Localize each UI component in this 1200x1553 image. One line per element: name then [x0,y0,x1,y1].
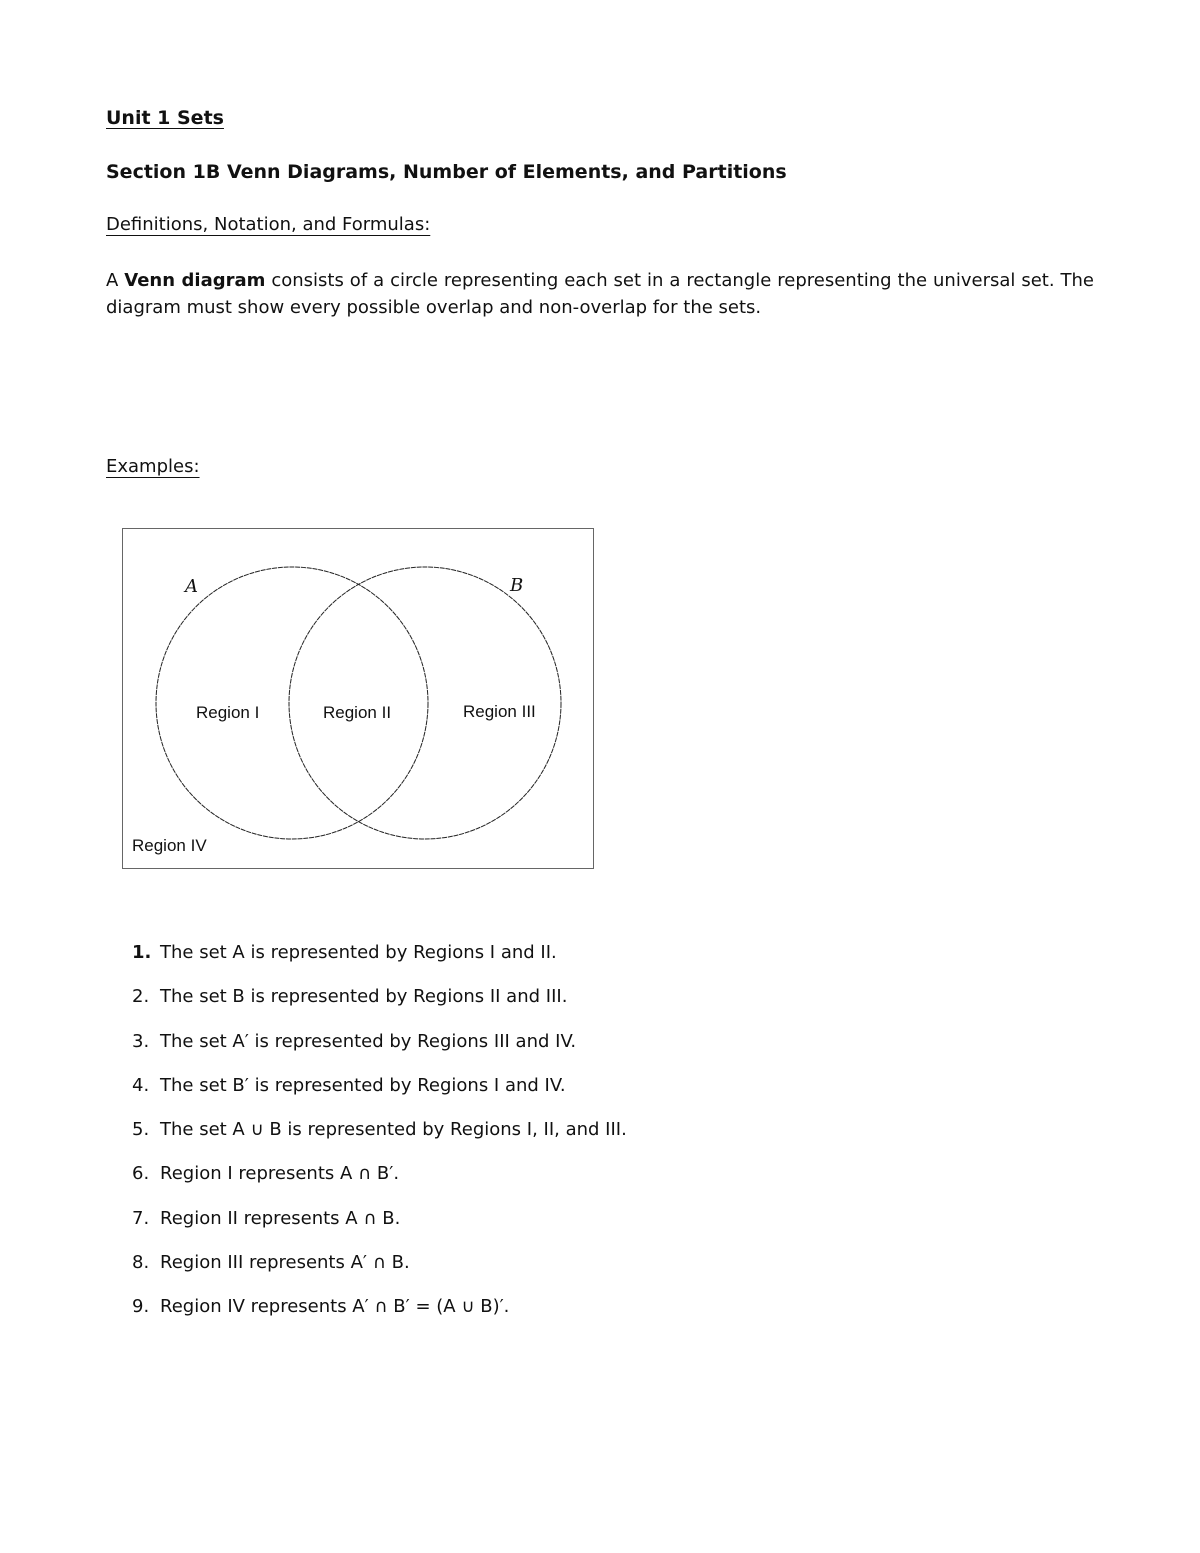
item-text: Region IV represents A′ ∩ B′ = (A ∪ B)′. [160,1296,510,1318]
venn-diagram [122,528,594,869]
region-3-label: Region III [463,702,536,721]
item-number: 5. [132,1119,150,1141]
list-item [132,1161,627,1205]
region-1-label: Region I [196,703,260,722]
item-number: 8. [132,1252,150,1274]
examples-heading: Examples: [106,456,200,477]
item-text: Region II represents A ∩ B. [160,1207,401,1229]
item-text: Region III represents A′ ∩ B. [160,1252,410,1274]
item-text: The set A′ is represented by Regions III and IV. [160,1030,577,1052]
item-text: The set A ∪ B is represented by Regions I, II, and III. [160,1119,627,1141]
list-item [132,1206,627,1250]
item-text: The set B is represented by Regions II and III. [160,986,568,1008]
list-item [132,984,627,1028]
definitions-heading: Definitions, Notation, and Formulas: [106,214,431,235]
section-title: Section 1B Venn Diagrams, Number of Elements, and Partitions [106,161,787,183]
unit-title: Unit 1 Sets [106,107,224,129]
list-item [132,1117,627,1161]
list-item [132,1073,627,1117]
paragraph-rest: consists of a circle representing each set in a rectangle representing the universal set. The diagram must show every possible overlap and non-overlap for the sets. [106,270,1094,318]
list-item [132,1029,627,1073]
item-number: 7. [132,1207,150,1229]
region-2-label: Region II [323,703,392,722]
item-number: 6. [132,1163,150,1185]
item-text: The set A is represented by Regions I and II. [160,942,557,963]
set-a-label: A [185,576,198,597]
venn-definition-paragraph [106,267,1094,321]
set-b-label: B [510,575,524,596]
examples-list [132,940,627,1339]
list-item [132,940,627,984]
item-number: 1. [132,942,152,963]
item-number: 9. [132,1296,150,1318]
item-text: Region I represents A ∩ B′. [160,1163,400,1185]
paragraph-prefix: A [106,270,125,291]
item-number: 4. [132,1074,150,1096]
paragraph-term: Venn diagram [124,270,266,291]
list-item [132,1294,627,1338]
region-4-label: Region IV [132,836,207,855]
item-number: 3. [132,1030,150,1052]
list-item [132,1250,627,1294]
item-text: The set B′ is represented by Regions I and IV. [160,1074,566,1096]
item-number: 2. [132,986,150,1008]
